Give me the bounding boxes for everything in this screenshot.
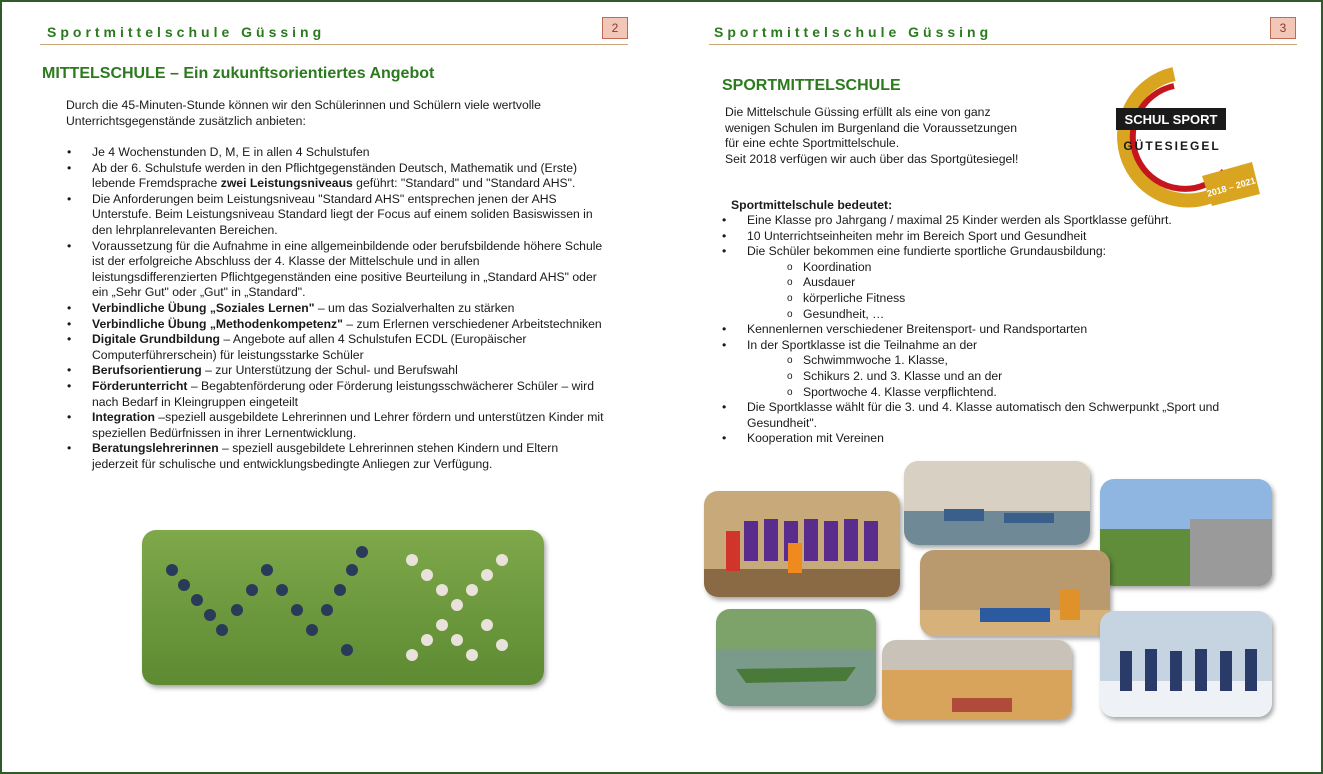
climbing-photo	[920, 550, 1110, 636]
offer-item	[62, 332, 607, 363]
school-header: Sportmittelschule Güssing	[47, 24, 326, 40]
svg-text:SCHUL SPORT: SCHUL SPORT	[1124, 112, 1218, 127]
sport-item	[717, 244, 1277, 322]
section-subtitle: Sportmittelschule bedeutet:	[731, 198, 893, 212]
sport-item	[717, 322, 1277, 338]
gym-photo	[904, 461, 1090, 545]
offer-item-text: geführt: "Standard" und "Standard AHS".	[352, 176, 576, 191]
gymnastics-photo	[882, 640, 1072, 720]
sport-item	[717, 431, 1277, 447]
sport-subitem: o Schikurs 2. und 3. Klasse und an der	[747, 369, 1277, 385]
offer-item	[62, 161, 607, 192]
offer-item-text: – Angebote auf allen 4 Schulstufen ECDL (Europäischer Computerführerschein) für leistungsstarke Schüler	[92, 332, 527, 362]
offer-item	[62, 441, 607, 472]
offer-item-text: Voraussetzung für die Aufnahme in eine allgemeinbildende oder berufsbildende höhere Schule ist der erfolgreiche Abschluss der 4. Klasse der Mittelschule und in allen leistungsdifferenzierten Pflichtgegenständen eine positive Beurteilung in „Standard AHS" oder ein „Sehr Gut" oder „Gut" in „Standard".	[92, 238, 603, 300]
offer-item-text: Die Anforderungen beim Leistungsniveau "Standard AHS" entsprechen jenen der AHS Unterstufe. Beim Leistungsniveau Standard liegt der Focus auf einem soliden Basiswissen in den lehrplanrelevanten Bereichen.	[92, 191, 593, 237]
offer-item-bold: Verbindliche Übung „Methodenkompetenz"	[92, 316, 343, 331]
sport-subitem: o Ausdauer	[747, 275, 1277, 291]
ski-photo	[1100, 611, 1272, 717]
offer-item	[62, 239, 607, 301]
offer-item-bold: zwei Leistungsniveaus	[220, 176, 353, 191]
offer-item-text: Je 4 Wochenstunden D, M, E in allen 4 Schulstufen	[92, 145, 370, 159]
offer-list	[62, 145, 607, 472]
offer-item-bold: Digitale Grundbildung	[92, 332, 220, 347]
right-page	[664, 2, 1321, 772]
offer-item-text: – um das Sozialverhalten zu stärken	[314, 300, 515, 315]
team-photo	[704, 491, 900, 597]
offer-item	[62, 410, 607, 441]
offer-item-text: – zum Erlernen verschiedener Arbeitstechniken	[342, 316, 602, 331]
sport-item-text: Kooperation mit Vereinen	[747, 431, 884, 446]
intro-line: Seit 2018 verfügen wir auch über das Sportgütesiegel!	[725, 151, 1019, 166]
intro-line: wenigen Schulen im Burgenland die Voraussetzungen	[725, 120, 1018, 135]
intro-line: Die Mittelschule Güssing erfüllt als eine von ganz	[725, 105, 991, 119]
offer-item	[62, 363, 607, 379]
offer-item	[62, 317, 607, 333]
sport-list	[717, 213, 1277, 447]
header-rule	[40, 44, 628, 45]
outdoor-photo	[1100, 479, 1272, 586]
offer-item-text: Ab der 6. Schulstufe werden in den Pflichtgegenständen Deutsch, Mathematik und (Erste) lebende Fremdsprache	[92, 160, 578, 191]
sport-subitem: o Sportwoche 4. Klasse verpflichtend.	[747, 385, 1277, 401]
header-rule	[709, 44, 1297, 45]
sport-sublist	[747, 260, 1277, 322]
offer-item-text: – Begabtenförderung oder Förderung leistungsschwächerer Schüler – wird nach Bedarf in Kleingruppen eingeteilt	[92, 378, 594, 409]
page-title: SPORTMITTELSCHULE	[722, 77, 901, 94]
sport-item-text: In der Sportklasse ist die Teilnahme an der	[747, 337, 978, 352]
svg-text:2018 – 2021: 2018 – 2021	[1205, 175, 1257, 199]
sport-subitem: o körperliche Fitness	[747, 291, 1277, 307]
sport-item-text: Die Sportklasse wählt für die 3. und 4. Klasse automatisch den Schwerpunkt „Sport und Gesundheit".	[747, 400, 1220, 430]
sport-item	[717, 213, 1277, 229]
offer-item-text: –speziell ausgebildete Lehrerinnen und Lehrer fördern und unterstützen Kinder mit speziellen Bedürfnissen in ihrer Lernentwicklung.	[92, 410, 604, 440]
sport-item-text: Eine Klasse pro Jahrgang / maximal 25 Kinder werden als Sportklasse geführt.	[747, 213, 1172, 227]
page-title: MITTELSCHULE – Ein zukunftsorientiertes Angebot	[42, 65, 435, 82]
sport-subitem: o Schwimmwoche 1. Klasse,	[747, 353, 1277, 369]
sport-item	[717, 338, 1277, 400]
page-number: 3	[1270, 17, 1296, 39]
offer-item-text: – zur Unterstützung der Schul- und Berufswahl	[201, 363, 458, 378]
page-number: 2	[602, 17, 628, 39]
intro-text	[725, 105, 1065, 167]
sport-item-text: Die Schüler bekommen eine fundierte sportliche Grundausbildung:	[747, 244, 1107, 259]
offer-item-bold: Beratungslehrerinnen	[92, 441, 219, 456]
sport-subitem: o Gesundheit, …	[747, 307, 1277, 323]
school-header: Sportmittelschule Güssing	[714, 24, 993, 40]
canoe-photo	[716, 609, 876, 706]
sport-item-text: Kennenlernen verschiedener Breitensport- und Randsportarten	[747, 322, 1088, 337]
sport-subitem: o Koordination	[747, 260, 1277, 276]
offer-item-bold: Verbindliche Übung „Soziales Lernen"	[92, 300, 315, 315]
sport-item-text: 10 Unterrichtseinheiten mehr im Bereich Sport und Gesundheit	[747, 228, 1087, 243]
sport-item	[717, 229, 1277, 245]
intro-line: für eine echte Sportmittelschule.	[725, 136, 900, 151]
offer-item-text: – speziell ausgebildete Lehrerinnen stehen Kindern und Eltern jederzeit für schulische und entwicklungsbedingte Anliegen zur Verfügung.	[92, 441, 559, 471]
offer-item	[62, 301, 607, 317]
offer-item-bold: Berufsorientierung	[92, 363, 202, 378]
group-photo	[142, 530, 544, 685]
sport-sublist	[747, 353, 1277, 400]
offer-item	[62, 379, 607, 410]
intro-text: Durch die 45-Minuten-Stunde können wir den Schülerinnen und Schülern viele wertvolle Unterrichtsgegenstände zusätzlich anbieten:	[66, 98, 541, 128]
offer-item-bold: Integration	[92, 410, 155, 425]
offer-item	[62, 145, 607, 161]
sport-item	[717, 400, 1277, 431]
sport-seal-logo	[1084, 66, 1264, 216]
offer-item	[62, 192, 607, 239]
offer-item-bold: Förderunterricht	[92, 378, 188, 393]
svg-text:GÜTESIEGEL: GÜTESIEGEL	[1123, 139, 1221, 153]
left-page	[2, 2, 662, 772]
